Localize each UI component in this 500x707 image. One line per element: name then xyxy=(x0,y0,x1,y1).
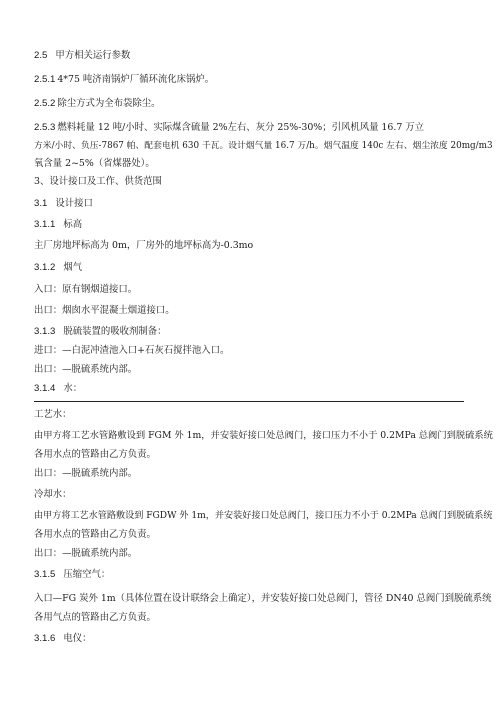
section-title: 标高 xyxy=(63,219,83,230)
para-process-water-line1: 由甲方将工艺水管路敷设到 FGM 外 1m，并安装好接口处总阀门，接口压力不小于 0.2MPa 总阀门到脱硫系统 xyxy=(34,430,493,441)
heading-3: 3、设计接口及工作、供货范围 xyxy=(34,176,162,187)
heading-3-1-6 xyxy=(34,633,91,645)
heading-2-5 xyxy=(34,50,130,62)
heading-3-1-3 xyxy=(34,326,166,338)
section-number: 3.1.4 xyxy=(34,383,56,394)
para-process-water-outlet: 出口：—脱硫系统内部。 xyxy=(34,468,138,479)
heading-3-1-2 xyxy=(34,262,82,274)
heading-3-1-4 xyxy=(34,383,82,395)
para-3-1-3-outlet: 出口：—脱硫系统内部。 xyxy=(34,364,138,375)
para-3-1-1: 主厂房地坪标高为 0m，厂房外的地坪标高为-0.3mo xyxy=(34,240,254,251)
para-process-water-line2: 各用水点的管路由乙方负责。 xyxy=(34,449,156,460)
section-title: 甲方相关运行参数 xyxy=(55,50,131,61)
para-2-5-3-line3: 氧含量 2~5%（省煤器处）。 xyxy=(34,158,155,169)
para-2-5-2 xyxy=(34,98,160,110)
para-2-5-1 xyxy=(34,74,214,86)
section-title: 电仪： xyxy=(63,633,92,644)
para-3-1-3-inlet: 进口：—白泥冲渣池入口+石灰石搅拌池入口。 xyxy=(34,345,230,356)
heading-3-1-5 xyxy=(34,569,110,581)
paragraph-text: 燃料耗量 12 吨/小时、实际煤含硫量 2%左右、灰分 25%-30%；引风机风量 16.7 万立 xyxy=(57,122,425,133)
section-title: 水： xyxy=(63,383,83,394)
paragraph-text: 4*75 吨济南锅炉厂循环流化床锅炉。 xyxy=(57,74,215,85)
section-number: 2.5.3 xyxy=(34,122,56,133)
para-2-5-3-line2: 方米/小时、负压-7867 帕、配套电机 630 千瓦。设计烟气量 16.7 万/h。烟气温度 140c 左右、烟尘浓度 20mg/m3 xyxy=(34,141,493,151)
label-process-water: 工艺水： xyxy=(34,409,72,420)
para-2-5-3-line1 xyxy=(34,122,424,134)
section-number: 3.1.6 xyxy=(34,633,56,644)
heading-3-1-1 xyxy=(34,219,82,231)
section-title: 压缩空气： xyxy=(63,569,111,580)
para-3-1-5-line2: 各用气点的管路由乙方负责。 xyxy=(34,612,156,623)
para-cooling-water-line2: 各用水点的管路由乙方负责。 xyxy=(34,529,156,540)
section-number: 3.1.1 xyxy=(34,219,56,230)
section-number: 2.5 xyxy=(34,50,48,61)
heading-3-1 xyxy=(34,198,93,210)
paragraph-text: 除尘方式为全布袋除尘。 xyxy=(57,98,161,109)
section-number: 3.1.5 xyxy=(34,569,56,580)
para-cooling-water-outlet: 出口：—脱硫系统内部。 xyxy=(34,548,138,559)
para-cooling-water-line1: 由甲方将工艺水管路敷设到 FGDW 外 1m，并安装好接口处总阀门，接口压力不小于 0.2MPa 总阀门到脱硫系统 xyxy=(34,511,493,521)
label-cooling-water: 冷却水： xyxy=(34,489,72,500)
section-number: 3.1.3 xyxy=(34,326,56,337)
para-3-1-2-inlet: 入口：原有钢烟道接口。 xyxy=(34,284,138,295)
section-title: 设计接口 xyxy=(55,198,93,209)
section-title: 烟气 xyxy=(63,262,83,273)
section-title: 脱硫装置的吸收剂制备： xyxy=(63,326,167,337)
section-number: 2.5.1 xyxy=(34,74,56,85)
section-number: 3.1.2 xyxy=(34,262,56,273)
section-number: 3.1 xyxy=(34,198,48,209)
para-3-1-5-line1: 入口—FG 炭外 1m（具体位置在设计联络会上确定），并安装好接口处总阀门，管径 DN40 总阀门到脱硫系统 xyxy=(34,593,492,604)
para-3-1-2-outlet: 出口：烟囱水平混凝土烟道接口。 xyxy=(34,305,175,316)
section-number: 2.5.2 xyxy=(34,98,56,109)
horizontal-rule xyxy=(34,401,464,402)
